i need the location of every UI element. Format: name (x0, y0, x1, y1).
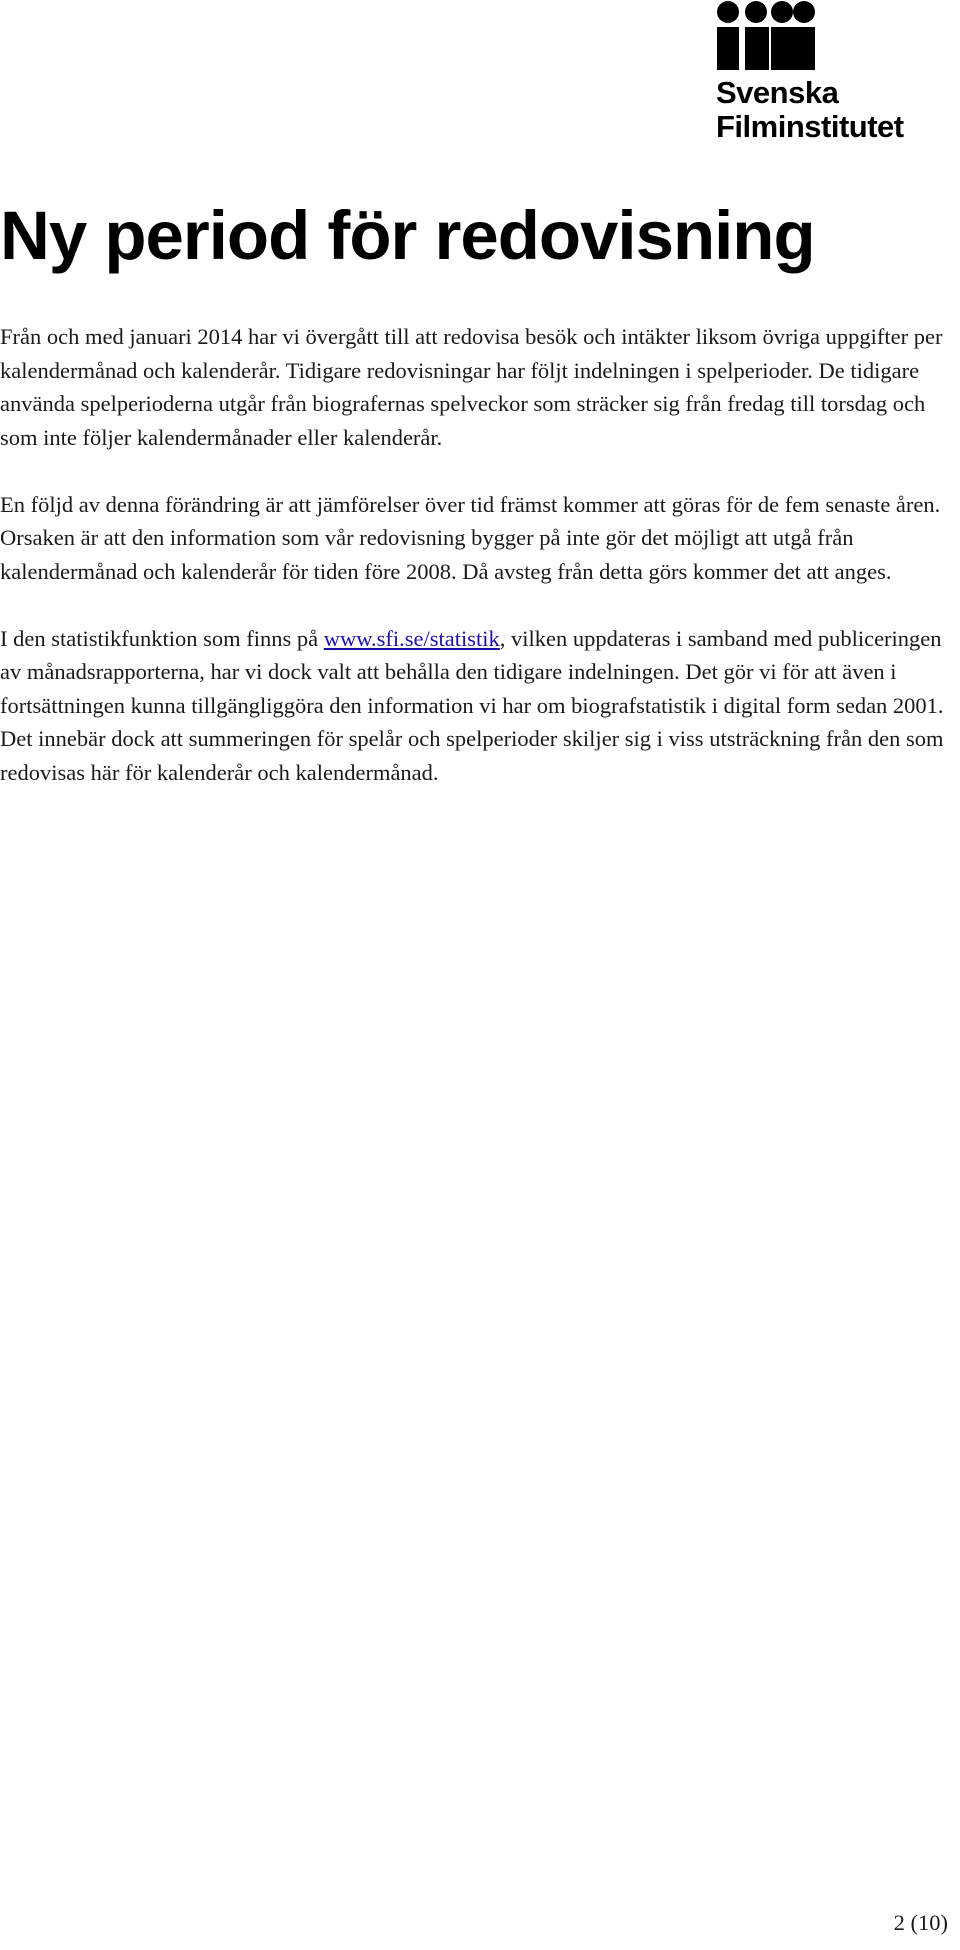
paragraph-3-start: I den statistikfunktion som finns på (0, 625, 324, 651)
paragraph-3-end: , vilken uppdateras i samband med publiceringen av månadsrapporterna, har vi dock valt att behålla den tidigare indelningen. Det gör vi för att även i fortsättningen kunna tillgängliggöra den information vi har om biografstatistik i digital form sedan 2001. Det innebär dock att summeringen för spelår och spelperioder skiljer sig i viss utsträckning från den som redovisas här för kalenderår och kalendermånad. (0, 625, 944, 785)
svenska-filminstitutet-logo (716, 0, 960, 152)
page-title: Ny period för redovisning (0, 197, 815, 274)
paragraph-1: Från och med januari 2014 har vi övergått till att redovisa besök och intäkter liksom övriga uppgifter per kalendermånad och kalenderår. Tidigare redovisningar har följt indelningen i spelperioder. De tidigare använda spelperioderna utgår från biografernas spelveckor som sträcker sig från fredag till torsdag och som inte följer kalendermånader eller kalenderår. (0, 324, 943, 450)
statistik-link[interactable]: www.sfi.se/statistik (323, 625, 500, 651)
logo-text (716, 76, 904, 144)
logo-line-filminstitutet: Filminstitutet (716, 109, 904, 144)
logo-line-svenska: Svenska (716, 75, 839, 110)
logo-marks-icon (716, 0, 816, 72)
body-text (0, 320, 958, 823)
paragraph-2: En följd av denna förändring är att jämförelser över tid främst kommer att göras för de fem senaste åren. Orsaken är att den information som vår redovisning bygger på inte gör det möjligt att utgå från kalendermånad och kalenderår för tiden före 2008. Då avsteg från detta görs kommer det att anges. (0, 491, 941, 584)
page-number: 2 (10) (893, 1910, 948, 1935)
paragraph-3 (0, 622, 958, 790)
